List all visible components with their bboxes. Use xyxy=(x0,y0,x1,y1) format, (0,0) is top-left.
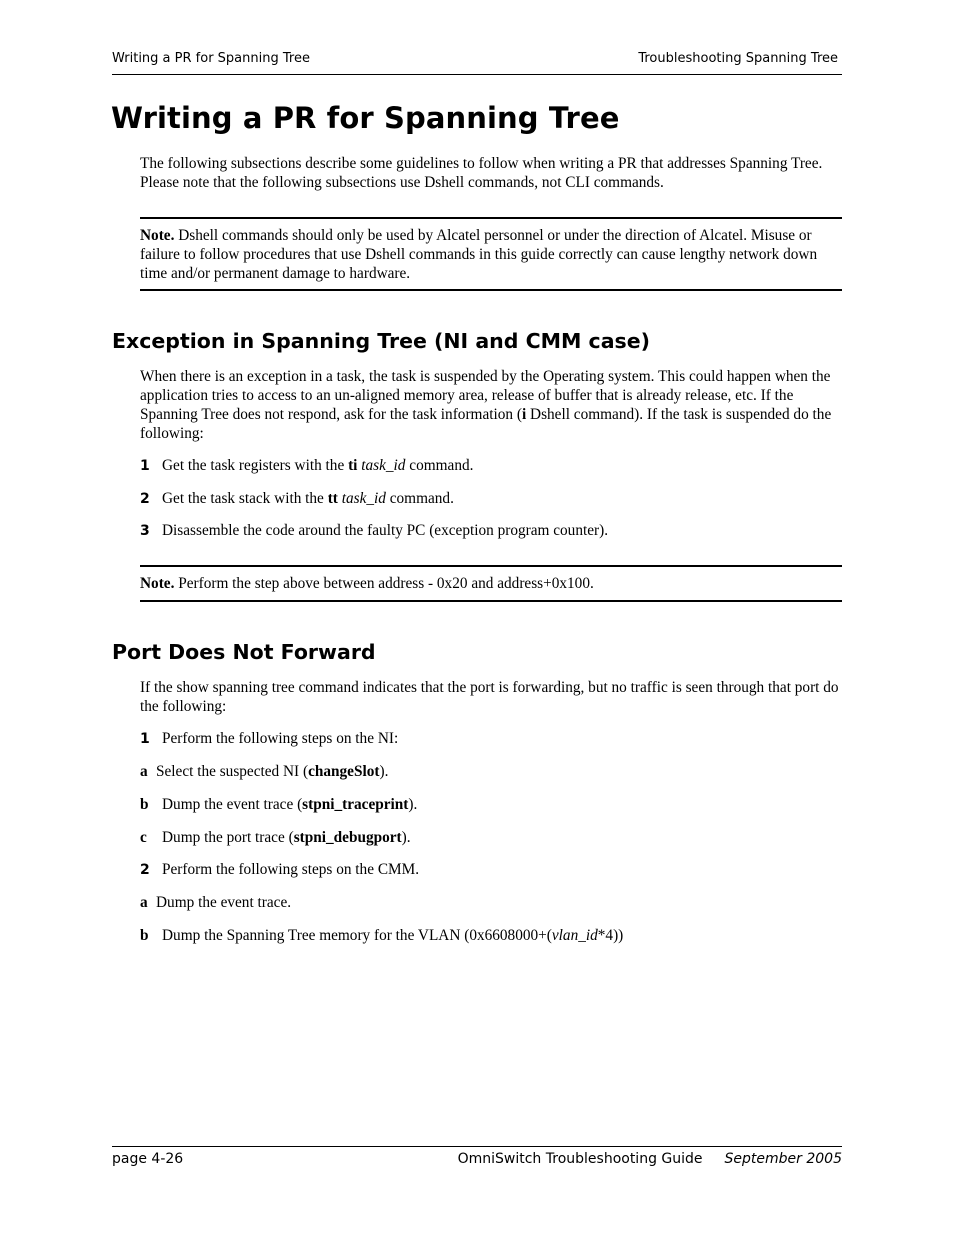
running-header-left: Writing a PR for Spanning Tree xyxy=(112,51,310,66)
step-1-task-registers: 1 Get the task registers with the ti task_id command. xyxy=(140,457,474,474)
step-2-task-stack: 2 Get the task stack with the tt task_id command. xyxy=(140,490,454,507)
substep-a-select-ni: a Select the suspected NI (changeSlot). xyxy=(140,763,389,780)
note-label: Note. xyxy=(140,227,175,244)
page-number: page 4-26 xyxy=(112,1151,184,1167)
substep-b-event-trace: b Dump the event trace (stpni_traceprint). xyxy=(140,796,418,813)
argument-task-id: task_id xyxy=(341,490,386,507)
step-2-cmm: 2 Perform the following steps on the CMM. xyxy=(140,861,420,878)
exception-paragraph: When there is an exception in a task, the task is suspended by the Operating system. This could happen when the application tries to access to an un-aligned memory area, release of buffer that is already release, etc. If the Spanning Tree does not respond, ask for the task information (i Dshell command). If the task is suspended do the following: xyxy=(140,368,832,442)
substep-a-cmm-event-trace: a Dump the event trace. xyxy=(140,894,292,911)
section-heading-exception: Exception in Spanning Tree (NI and CMM case) xyxy=(112,329,651,353)
note-label: Note. xyxy=(140,575,175,592)
command-stpni-debugport: stpni_debugport xyxy=(293,829,402,846)
intro-paragraph: The following subsections describe some guidelines to follow when writing a PR that addresses Spanning Tree. Please note that the following subsections use Dshell commands, not CLI commands. xyxy=(140,155,823,191)
note-text: Dshell commands should only be used by Alcatel personnel or under the direction of Alcatel. Misuse or failure to follow procedures that use Dshell commands in this guide correctly can cause lengthy network down time and/or permanent damage to hardware. xyxy=(140,227,818,282)
command-tt: tt xyxy=(327,490,338,507)
header-rule xyxy=(112,74,842,75)
step-3-disassemble: 3 Disassemble the code around the faulty PC (exception program counter). xyxy=(140,522,609,539)
substep-c-port-trace: c Dump the port trace (stpni_debugport). xyxy=(140,829,411,846)
port-forward-paragraph: If the show spanning tree command indicates that the port is forwarding, but no traffic is seen through that port do the following: xyxy=(140,679,839,715)
publication-date: September 2005 xyxy=(724,1151,842,1167)
command-stpni-traceprint: stpni_traceprint xyxy=(302,796,409,813)
note-top-rule xyxy=(140,565,842,567)
page-title: Writing a PR for Spanning Tree xyxy=(111,101,620,135)
section-heading-port-forward: Port Does Not Forward xyxy=(112,640,376,664)
note-address-range xyxy=(140,574,842,593)
command-ti: ti xyxy=(348,457,358,474)
argument-vlan-id: vlan_id xyxy=(551,927,598,944)
note-bottom-rule xyxy=(140,600,842,602)
command-changeslot: changeSlot xyxy=(308,763,380,780)
footer-rule xyxy=(112,1146,842,1147)
note-dshell-warning xyxy=(140,226,842,283)
substep-b-stp-memory: b Dump the Spanning Tree memory for the VLAN (0x6608000+(vlan_id*4)) xyxy=(140,927,624,944)
argument-task-id: task_id xyxy=(361,457,406,474)
footer-guide-info xyxy=(458,1151,842,1167)
guide-title: OmniSwitch Troubleshooting Guide xyxy=(457,1151,703,1167)
step-1-ni: 1 Perform the following steps on the NI: xyxy=(140,730,399,747)
note-text: Perform the step above between address - 0x20 and address+0x100. xyxy=(174,575,594,592)
note-top-rule xyxy=(140,217,842,219)
note-bottom-rule xyxy=(140,289,842,291)
command-i: i xyxy=(521,406,527,423)
running-header-right: Troubleshooting Spanning Tree xyxy=(638,51,838,66)
